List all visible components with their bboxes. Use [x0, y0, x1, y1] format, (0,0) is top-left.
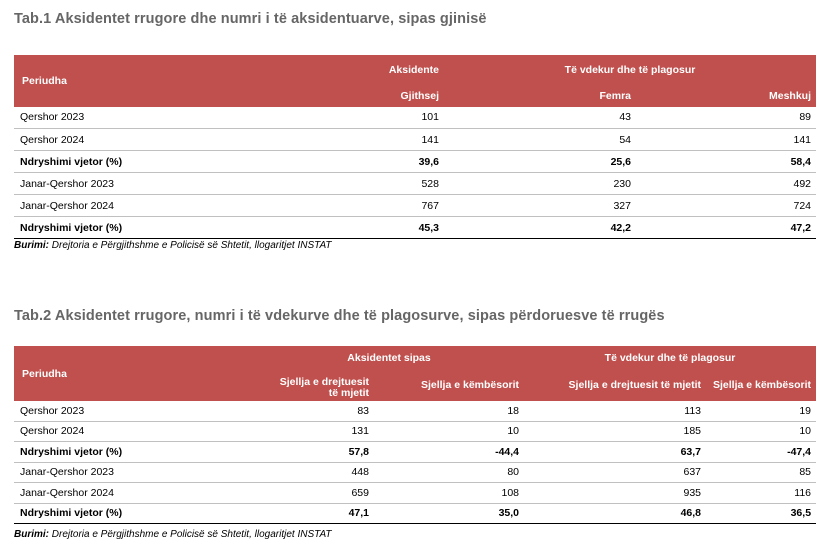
table-row — [14, 129, 816, 151]
row-label: Qershor 2024 — [14, 129, 254, 151]
cell: 492 — [636, 173, 816, 195]
cell: 141 — [636, 129, 816, 151]
table1-header-female: Femra — [444, 85, 636, 107]
cell: 141 — [254, 129, 444, 151]
table1 — [14, 55, 816, 239]
cell: 327 — [444, 195, 636, 217]
table-row — [14, 401, 816, 422]
cell: 18 — [374, 401, 524, 422]
cell: 448 — [254, 462, 374, 483]
row-label: Ndryshimi vjetor (%) — [14, 217, 254, 239]
cell: 80 — [374, 462, 524, 483]
row-label: Qershor 2023 — [14, 401, 254, 422]
table2-header-driver2: Sjellja e drejtuesit të mjetit — [524, 369, 706, 401]
cell: 19 — [706, 401, 816, 422]
cell: 47,1 — [254, 503, 374, 524]
cell: 58,4 — [636, 151, 816, 173]
cell: 108 — [374, 483, 524, 504]
table1-source — [14, 240, 332, 251]
cell: 528 — [254, 173, 444, 195]
cell: 724 — [636, 195, 816, 217]
cell: 39,6 — [254, 151, 444, 173]
table2-header-casualties: Të vdekur dhe të plagosur — [524, 347, 816, 369]
cell: 767 — [254, 195, 444, 217]
table-row — [14, 483, 816, 504]
table2-header-accidents-by: Aksidentet sipas — [254, 347, 524, 369]
table1-header-casualties: Të vdekur dhe të plagosur — [444, 56, 816, 85]
table2-title: Tab.2 Aksidentet rrugore, numri i të vdekurve dhe të plagosurve, sipas përdoruesve të rrugës — [14, 308, 665, 324]
row-label: Ndryshimi vjetor (%) — [14, 151, 254, 173]
cell: 36,5 — [706, 503, 816, 524]
cell: 89 — [636, 107, 816, 129]
cell: 35,0 — [374, 503, 524, 524]
cell: -44,4 — [374, 442, 524, 463]
table-row — [14, 462, 816, 483]
cell: 47,2 — [636, 217, 816, 239]
table1-header-period: Periudha — [14, 56, 254, 107]
cell: 101 — [254, 107, 444, 129]
cell: 230 — [444, 173, 636, 195]
row-label: Ndryshimi vjetor (%) — [14, 503, 254, 524]
cell: 45,3 — [254, 217, 444, 239]
cell: -47,4 — [706, 442, 816, 463]
cell: 10 — [706, 421, 816, 442]
table2-header-pedestrian: Sjellja e këmbësorit — [374, 369, 524, 401]
source-text: Drejtoria e Përgjithshme e Policisë së Shtetit, llogaritjet INSTAT — [49, 240, 332, 251]
table-row — [14, 503, 816, 524]
cell: 25,6 — [444, 151, 636, 173]
table-row — [14, 442, 816, 463]
row-label: Janar-Qershor 2023 — [14, 462, 254, 483]
row-label: Qershor 2023 — [14, 107, 254, 129]
table2 — [14, 346, 816, 524]
source-text: Drejtoria e Përgjithshme e Policisë së Shtetit, llogaritjet INSTAT — [49, 529, 332, 540]
cell: 46,8 — [524, 503, 706, 524]
cell: 57,8 — [254, 442, 374, 463]
cell: 185 — [524, 421, 706, 442]
row-label: Ndryshimi vjetor (%) — [14, 442, 254, 463]
table2-header-period: Periudha — [14, 347, 254, 401]
row-label: Qershor 2024 — [14, 421, 254, 442]
cell: 10 — [374, 421, 524, 442]
cell: 113 — [524, 401, 706, 422]
table-row — [14, 173, 816, 195]
table2-header-driver — [254, 369, 374, 401]
row-label: Janar-Qershor 2024 — [14, 483, 254, 504]
cell: 83 — [254, 401, 374, 422]
cell: 659 — [254, 483, 374, 504]
cell: 637 — [524, 462, 706, 483]
table1-header-male: Meshkuj — [636, 85, 816, 107]
cell: 42,2 — [444, 217, 636, 239]
source-label: Burimi: — [14, 240, 49, 251]
table1-title: Tab.1 Aksidentet rrugore dhe numri i të aksidentuarve, sipas gjinisë — [14, 11, 487, 27]
driver-line1: Sjellja e drejtuesit — [279, 375, 369, 388]
table1-header-accidents: Aksidente — [254, 56, 444, 85]
cell: 131 — [254, 421, 374, 442]
table-row — [14, 151, 816, 173]
table1-header-total: Gjithsej — [254, 85, 444, 107]
table-row — [14, 421, 816, 442]
row-label: Janar-Qershor 2024 — [14, 195, 254, 217]
table2-source — [14, 529, 332, 540]
cell: 935 — [524, 483, 706, 504]
table-row — [14, 107, 816, 129]
table-row — [14, 217, 816, 239]
table-row — [14, 195, 816, 217]
cell: 54 — [444, 129, 636, 151]
table2-header-pedestrian2: Sjellja e këmbësorit — [706, 369, 816, 401]
cell: 116 — [706, 483, 816, 504]
row-label: Janar-Qershor 2023 — [14, 173, 254, 195]
driver-line2: të mjetit — [328, 386, 369, 399]
cell: 43 — [444, 107, 636, 129]
source-label: Burimi: — [14, 529, 49, 540]
cell: 85 — [706, 462, 816, 483]
cell: 63,7 — [524, 442, 706, 463]
